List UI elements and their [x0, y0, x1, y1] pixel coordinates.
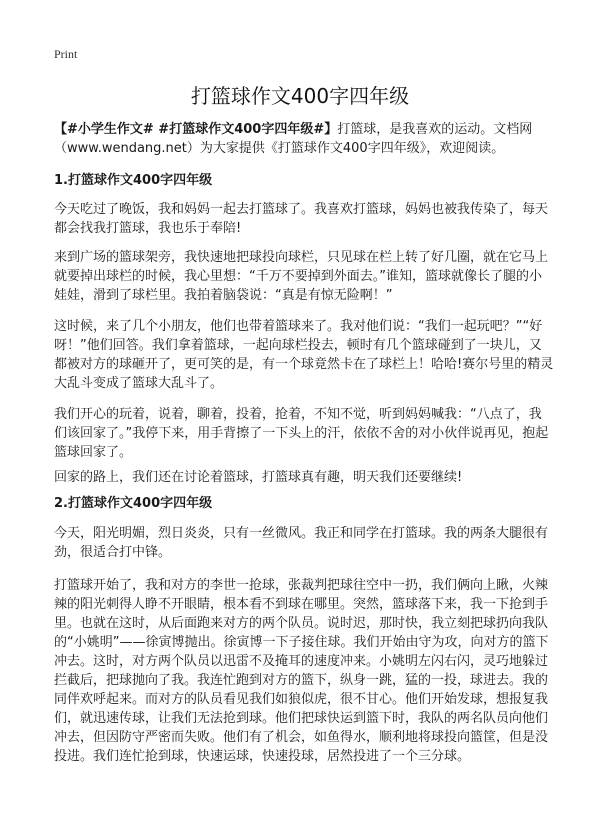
section-1-paragraph-2: 来到广场的篮球架旁，我快速地把球投向球栏，只见球在栏上转了好几圈，就在它马上就要掉出球栏的时候，我心里想：“千万不要掉到外面去。”谁知，篮球就像长了腿的小娃娃，滑到了球栏里。我拍着脑袋说：“真是有惊无险啊！” — [54, 250, 549, 303]
section-1-paragraph-1: 今天吃过了晚饭，我和妈妈一起去打篮球了。我喜欢打篮球，妈妈也被我传染了，每天都会找我打篮球，我也乐于奉陪! — [54, 202, 549, 236]
section-1-paragraph-4: 我们开心的玩着，说着，聊着，投着，抢着，不知不觉，听到妈妈喊我：“八点了，我们该回家了。”我停下来，用手背擦了一下头上的汗，依依不舍的对小伙伴说再见，抱起篮球回家了。 — [54, 407, 549, 460]
document-title: 打篮球作文400字四年级 — [190, 84, 410, 108]
print-label[interactable]: Print — [54, 47, 78, 61]
section-2-paragraph-2: 打篮球开始了，我和对方的李世一抢球，张裁判把球往空中一扔，我们俩向上瞅，火辣辣的阳光刺得人睁不开眼睛，根本看不到球在哪里。突然，篮球落下来，我一下抢到手里。也就在这时，从后面跑来对方的两个队员。说时迟，那时快，我立刻把球扔向我队的“小姚明”——徐寅博抛出。徐寅博一下子接住球。我们开始由守为攻，向对方的篮下冲去。这时，对方两个队员以迅雷不及掩耳的速度冲来。小姚明左闪右闪，灵巧地躲过拦截后，把球抛向了我。我连忙跑到对方的篮下，纵身一跳，猛的一投，球进去。我的同伴欢呼起来。而对方的队员看见我们如狼似虎，很不甘心。他们开始发球，想报复我们，就迅速传球，让我们无法抢到球。他们把球快运到篮下时，我队的两名队员向他们冲去，但因防守严密而失败。他们有了机会，如鱼得水，顺利地将球投向篮筐，但是没投进。我们连忙抢到球，快速运球，快速投球，居然投进了一个三分球。 — [54, 578, 549, 764]
section-2-paragraph-1: 今天，阳光明媚，烈日炎炎，只有一丝微风。我正和同学在打篮球。我的两条大腿很有劲，很适合打中锋。 — [54, 526, 549, 560]
intro-text: 打篮球，是我喜欢的运动。文档网（www.wendang.net）为大家提供《打篮球作文400字四年级》，欢迎阅读。 — [54, 122, 533, 156]
section-1-paragraph-3: 这时候，来了几个小朋友，他们也带着篮球来了。我对他们说：“我们一起玩吧？”“好呀！”他们回答。我们拿着篮球，一起向球栏投去，顿时有几个篮球碰到了一块儿，又都被对方的球砸开了，更可笑的是，有一个球竟然卡在了球栏上！哈哈!赛尔号里的精灵大乱斗变成了篮球大乱斗了。 — [54, 319, 554, 391]
intro-paragraph — [54, 120, 554, 158]
section-2-heading: 2.打篮球作文400字四年级 — [54, 496, 213, 511]
section-1-heading: 1.打篮球作文400字四年级 — [54, 173, 213, 188]
section-1-paragraph-5: 回家的路上，我们还在讨论着篮球，打篮球真有趣，明天我们还要继续! — [54, 470, 463, 485]
intro-tags: 【#小学生作文# #打篮球作文400字四年级#】 — [54, 122, 338, 137]
